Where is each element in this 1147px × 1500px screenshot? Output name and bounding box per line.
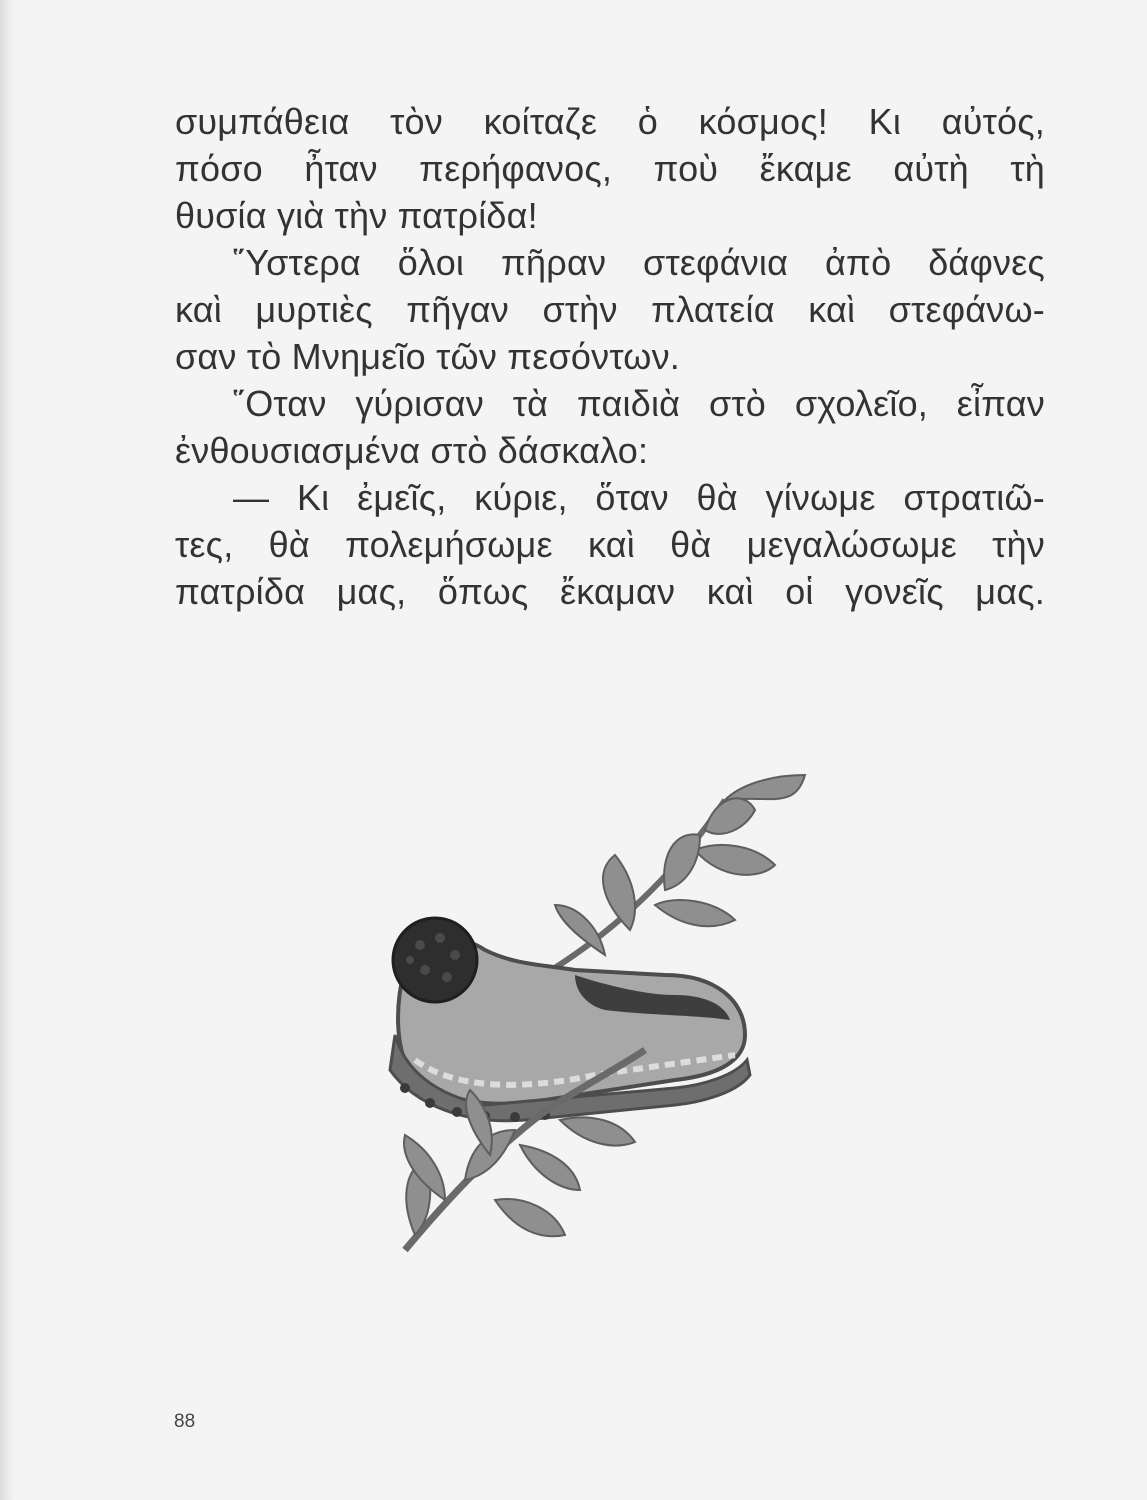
pompom	[393, 918, 477, 1002]
text-line-4: ῞Υστερα ὅλοι πῆραν στεφάνια ἀπὸ δάφνες	[233, 242, 1045, 283]
tsarouchi-shoe-with-laurel-branch-icon	[375, 770, 825, 1270]
text-line-11: πατρίδα μας, ὅπως ἔκαμαν καὶ οἱ γονεῖς μας.	[175, 571, 1045, 612]
text-line-2: πόσο ἦταν περήφανος, ποὺ ἔκαμε αὐτὴ τὴ	[175, 148, 1045, 189]
text-line-7: ῞Οταν γύρισαν τὰ παιδιὰ στὸ σχολεῖο, εἶπαν	[233, 383, 1045, 424]
body-text	[175, 98, 1045, 615]
text-line-6: σαν τὸ Μνημεῖο τῶν πεσόντων.	[175, 336, 680, 377]
text-line-10: τες, θὰ πολεμήσωμε καὶ θὰ μεγαλώσωμε τὴν	[175, 524, 1045, 565]
page-number: 88	[174, 1411, 196, 1432]
page-edge	[0, 0, 14, 1500]
text-line-3: θυσία γιὰ τὴν πατρίδα!	[175, 195, 538, 236]
text-line-1: συμπάθεια τὸν κοίταζε ὁ κόσμος! Κι αὐτός,	[175, 101, 1045, 142]
text-line-5: καὶ μυρτιὲς πῆγαν στὴν πλατεία καὶ στεφάνω-	[175, 289, 1045, 330]
text-line-8: ἐνθουσιασμένα στὸ δάσκαλο:	[175, 430, 649, 471]
text-line-9: — Κι ἐμεῖς, κύριε, ὅταν θὰ γίνωμε στρατιῶ-	[233, 477, 1045, 518]
